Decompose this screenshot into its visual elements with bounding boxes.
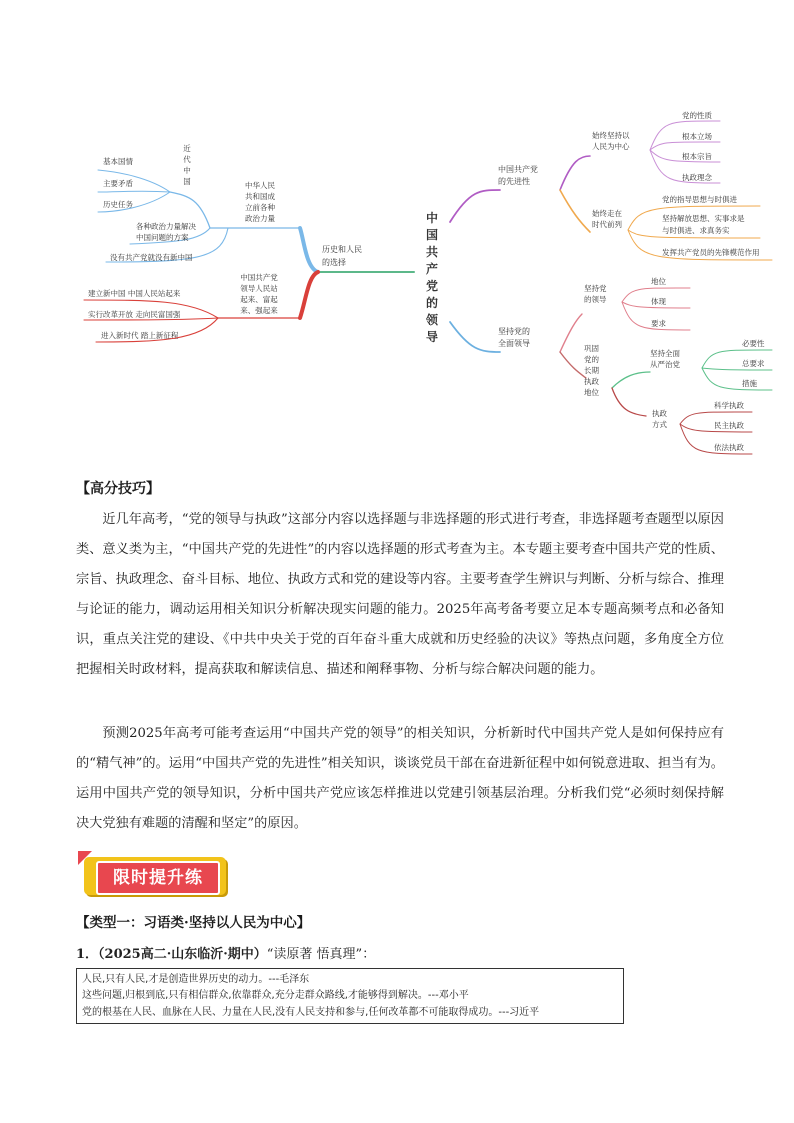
right-top-b-item: 党的指导思想与时俱进	[662, 195, 737, 204]
left-upper-extra: 各种政治力量解决	[136, 222, 196, 231]
left-lower-item: 建立新中国 中国人民站起来	[88, 289, 181, 298]
right-bottom-b-label: 长期	[584, 366, 599, 375]
left-upper-item: 主要矛盾	[103, 179, 133, 188]
left-upper-title: 政治力量	[245, 214, 275, 223]
right-bottom-c-item: 措施	[742, 379, 757, 388]
right-bottom-c-item: 必要性	[742, 339, 765, 348]
right-bottom-a-item: 体现	[651, 297, 666, 306]
map-connector	[702, 368, 772, 370]
map-connector	[560, 352, 586, 378]
quote-box	[76, 968, 624, 1024]
center-node-char: 国	[425, 228, 439, 242]
map-connector	[612, 388, 646, 416]
banner-label: 限时提升练	[96, 861, 220, 895]
right-top-title: 中国共产党	[498, 165, 538, 174]
center-node-char: 共	[425, 245, 439, 259]
right-bottom-d-item: 民主执政	[714, 421, 744, 430]
map-connector	[560, 190, 590, 232]
banner-corner-icon	[78, 851, 92, 865]
right-bottom-d-label: 执政	[652, 409, 667, 418]
left-upper-side-label: 代	[183, 155, 191, 164]
right-bottom-b-label: 地位	[584, 388, 599, 397]
right-bottom-b-label: 巩固	[584, 344, 599, 353]
center-node-char: 的	[425, 296, 439, 310]
right-bottom-a-label: 坚持党	[584, 284, 607, 293]
quote-line: 人民,只有人民,才是创造世界历史的动力。---毛泽东	[82, 974, 310, 985]
right-top-a-item: 执政理念	[682, 173, 712, 182]
mind-map	[0, 0, 794, 470]
right-bottom-a-label: 的领导	[584, 295, 607, 304]
left-upper-item: 基本国情	[103, 157, 133, 166]
right-bottom-c-label: 从严治党	[650, 360, 680, 369]
right-top-b-item: 与时俱进、求真务实	[662, 226, 730, 235]
quote-line: 党的根基在人民、血脉在人民、力量在人民,没有人民支持和参与,任何改革都不可能取得成功。---习近平	[82, 1006, 540, 1018]
left-upper-extra: 中国问题的方案	[136, 233, 189, 242]
left-upper-trunk	[300, 228, 318, 272]
right-bottom-c-label: 坚持全面	[650, 349, 680, 358]
left-upper-title: 中华人民	[245, 181, 275, 190]
right-top-connector	[450, 190, 500, 222]
paragraph-2: 预测2025年高考可能考查运用“中国共产党的领导”的相关知识，分析新时代中国共产党人是如何保持应有的“精气神”的。运用“中国共产党的先进性”相关知识，谈谈党员干部在奋进新征程中如何锐意进取、担当有为。运用中国共产党的领导知识，分析中国共产党应该怎样推进以党建引领基层治理。分析我们党“必须时刻保持解决大党独有难题的清醒和坚定”的原因。	[76, 726, 724, 831]
right-bottom-d-label: 方式	[652, 420, 667, 429]
question-number: 1．	[76, 947, 99, 962]
center-node-char: 导	[425, 330, 439, 344]
type-heading: 【类型一：习语类·坚持以人民为中心】	[76, 915, 311, 931]
map-connector	[98, 191, 170, 192]
left-upper-side-label: 近	[183, 144, 191, 153]
center-node-char: 领	[425, 313, 439, 327]
right-bottom-a-item: 要求	[651, 319, 666, 328]
right-top-a-label: 始终坚持以	[592, 131, 630, 140]
left-upper-item: 历史任务	[103, 200, 133, 209]
left-branch-label: 的选择	[322, 258, 346, 267]
left-lower-title: 起来、富起	[240, 295, 278, 304]
right-top-a-item: 党的性质	[682, 111, 712, 120]
question-1	[76, 943, 375, 962]
right-top-a-label: 人民为中心	[592, 142, 630, 151]
left-lower-item: 进入新时代 踏上新征程	[101, 331, 179, 340]
map-connector	[612, 372, 650, 388]
map-connector	[650, 142, 720, 150]
practice-banner	[78, 851, 230, 899]
right-top-title: 的先进性	[498, 177, 530, 186]
right-top-a-item: 根本宗旨	[682, 152, 712, 161]
left-upper-side-label: 中	[183, 166, 191, 175]
map-connector	[560, 314, 582, 352]
right-bottom-c-item: 总要求	[742, 359, 765, 368]
right-bottom-title: 坚持党的	[498, 327, 530, 336]
left-lower-title: 领导人民站	[240, 284, 278, 293]
map-connector	[560, 156, 590, 190]
right-bottom-b-label: 执政	[584, 377, 599, 386]
right-bottom-d-item: 依法执政	[714, 443, 744, 452]
right-bottom-b-label: 党的	[584, 355, 599, 364]
left-lower-trunk	[300, 272, 318, 318]
left-branch-label: 历史和人民	[322, 245, 362, 254]
left-lower-title: 来、强起来	[240, 306, 278, 315]
center-node-char: 党	[425, 279, 439, 293]
question-text: “读原著 悟真理”：	[266, 947, 376, 962]
center-node-char: 中	[425, 211, 439, 225]
right-bottom-a-item: 地位	[651, 277, 666, 286]
right-top-a-item: 根本立场	[682, 132, 712, 141]
right-bottom-title: 全面领导	[498, 339, 530, 348]
question-source: （2025高二·山东临沂·期中）	[98, 947, 267, 962]
right-bottom-connector	[450, 322, 500, 352]
right-top-b-item: 发挥共产党员的先锋模范作用	[662, 248, 760, 257]
left-upper-title: 立前各种	[245, 203, 275, 212]
right-top-b-label: 时代前列	[592, 220, 622, 229]
section-title: 【高分技巧】	[76, 481, 160, 497]
center-node-char: 产	[425, 262, 439, 276]
left-upper-title: 共和国成	[245, 192, 275, 201]
paragraph-1: 近几年高考，“党的领导与执政”这部分内容以选择题与非选择题的形式进行考查，非选择题考查题型以原因类、意义类为主，“中国共产党的先进性”的内容以选择题的形式考查为主。本专题主要考查中国共产党的性质、宗旨、执政理念、奋斗目标、地位、执政方式和党的建设等内容。主要考查学生辨识与判断、分析与综合、推理与论证的能力，调动运用相关知识分析解决现实问题的能力。2025年高考备考要立足本专题高频考点和必备知识，重点关注党的建设、《中共中央关于党的百年奋斗重大成就和历史经验的决议》等热点问题，多角度全方位把握相关时政材料，提高获取和解读信息、描述和阐释事物、分析与综合解决问题的能力。	[76, 512, 724, 677]
left-lower-item: 实行改革开放 走向民富国强	[88, 310, 181, 319]
left-lower-title: 中国共产党	[240, 273, 278, 282]
quote-line: 这些问题,归根到底,只有相信群众,依靠群众,充分走群众路线,才能够得到解决。---邓小平	[82, 990, 469, 1002]
right-top-b-label: 始终走在	[592, 209, 622, 218]
right-top-b-item: 坚持解放思想、实事求是	[662, 214, 745, 223]
left-upper-extra2: 没有共产党就没有新中国	[110, 253, 193, 262]
right-bottom-d-item: 科学执政	[714, 401, 744, 410]
map-connector	[702, 368, 772, 390]
left-upper-side-label: 国	[183, 177, 191, 186]
